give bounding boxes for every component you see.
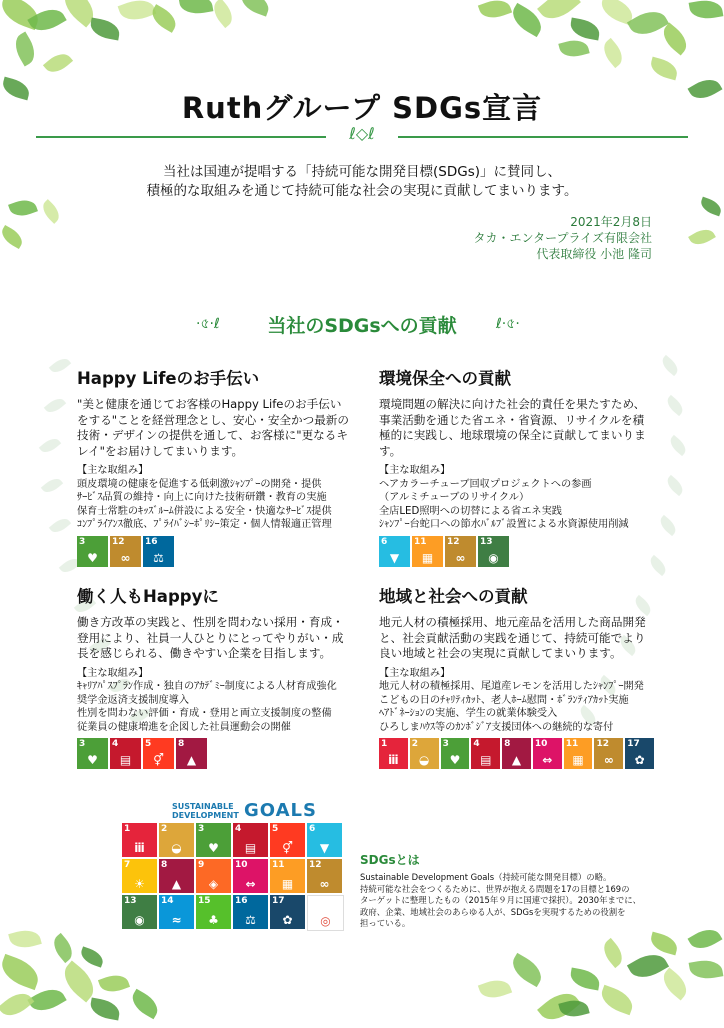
leaf-icon bbox=[689, 0, 724, 22]
sdg-goal-number: 17 bbox=[272, 896, 285, 906]
block-body: 地元人材の積極採用、地元産品を活用した商品開発と、社会貢献活動の実践を通じて、持続可能でより良い地域と社会の実現に貢献してまいります。 bbox=[379, 615, 646, 661]
wreath-leaf-icon bbox=[39, 435, 61, 456]
list-item: こどもの日のﾁｬﾘﾃｨｶｯﾄ、老人ﾎｰﾑ慰問・ﾎﾞﾗﾝﾃｨｱｶｯﾄ実施 bbox=[379, 694, 629, 706]
sdg-goal-number: 12 bbox=[112, 536, 125, 547]
block-body: "美と健康を通じてお客様のHappy Lifeのお手伝いをする"ことを経営理念とし、安心・安全かつ最新の技術・デザインの提供を通して、お客様に"更なるキレイ"をお届けしてまいります。 bbox=[77, 397, 349, 458]
sdg-goal-glyph: ▲ bbox=[171, 877, 182, 891]
leaf-icon bbox=[78, 946, 105, 967]
block-body: 働き方改革の実践と、性別を問わない採用・育成・登用により、社員一人ひとりにとってやりがい・成長を感じられる、働きやすい企業を目指します。 bbox=[77, 615, 344, 661]
leaf-icon bbox=[49, 933, 78, 963]
leaf-icon bbox=[39, 199, 64, 224]
sdg-goal-glyph: ✿ bbox=[282, 913, 293, 927]
divider-right bbox=[398, 136, 688, 138]
sdg-goal-number: 2 bbox=[411, 739, 419, 750]
list-item: 頭皮環境の健康を促進する低刺激ｼｬﾝﾌﾟｰの開発・提供 bbox=[77, 478, 322, 490]
heading-ornament-left: ·৫·ℓ bbox=[196, 316, 220, 332]
leaf-icon bbox=[179, 0, 214, 17]
sdg-goal-2-icon bbox=[159, 823, 194, 857]
sdg-goal-glyph: ▤ bbox=[480, 753, 492, 768]
sdg-goal-glyph: ♥ bbox=[87, 550, 98, 565]
sdg-goal-glyph: ▤ bbox=[119, 753, 132, 768]
sdg-logo bbox=[172, 800, 317, 821]
leaf-icon bbox=[89, 18, 122, 41]
sdg-goal-number: 12 bbox=[596, 739, 609, 750]
sdg-goal-glyph: ▲ bbox=[511, 753, 522, 768]
sdg-goal-number: 4 bbox=[473, 739, 480, 750]
block-label: 【主な取組み】 bbox=[379, 465, 451, 477]
list-item: ｻｰﾋﾞｽ品質の維持・向上に向けた技術研鑽・教育の実施 bbox=[77, 492, 327, 504]
leaf-icon bbox=[10, 32, 41, 67]
block-label: 【主な取組み】 bbox=[77, 465, 149, 477]
sdg-goal-number: 3 bbox=[198, 824, 205, 834]
sdg-goal-number: 11 bbox=[272, 860, 285, 870]
sdg-goal-number: 15 bbox=[198, 896, 211, 906]
leaf-icon bbox=[478, 975, 512, 1002]
sdg-goal-number: 3 bbox=[79, 739, 86, 750]
list-item: 性別を問わない評価・育成・登用と両立支援制度の整備 bbox=[77, 708, 332, 720]
leaf-icon bbox=[658, 967, 693, 1000]
sdg-goal-12-icon bbox=[110, 536, 141, 567]
sdg-about-line: 担っている。 bbox=[360, 918, 411, 928]
sdg-icons bbox=[77, 738, 352, 769]
sdg-goal-7-icon bbox=[122, 859, 157, 893]
sdg-goal-12-icon bbox=[307, 859, 342, 893]
sdg-goal-3-icon bbox=[441, 738, 470, 769]
sdg-logo-goals: GOALS bbox=[244, 800, 317, 821]
sdg-goal-glyph: ⚖ bbox=[153, 550, 164, 565]
sdg-goal-number: 4 bbox=[112, 739, 119, 750]
sdg-goal-11-icon bbox=[270, 859, 305, 893]
block-label: 【主な取組み】 bbox=[77, 667, 149, 679]
leaf-icon bbox=[648, 932, 679, 956]
sdg-goal-glyph: ♣ bbox=[208, 913, 219, 927]
leaf-icon bbox=[569, 18, 602, 41]
sdg-icons bbox=[379, 536, 654, 567]
leaf-icon bbox=[89, 998, 122, 1021]
sdg-goal-15-icon bbox=[196, 895, 231, 929]
sdg-goal-number: 17 bbox=[627, 739, 640, 750]
sdg-goal-3-icon bbox=[77, 738, 108, 769]
sdg-goal-5-icon bbox=[143, 738, 174, 769]
sdg-goal-glyph: ◎ bbox=[320, 914, 331, 928]
sdg-about-line: ターゲットに整理したもの（2015年９月に国連で採択）。2030年までに、 bbox=[360, 895, 641, 905]
sdg-goal-6-icon bbox=[307, 823, 342, 857]
leaf-icon bbox=[598, 985, 637, 1015]
leaf-icon bbox=[0, 987, 34, 1022]
sdg-goal-glyph: ⅲ bbox=[134, 841, 145, 855]
sdg-goal-number: 4 bbox=[235, 824, 242, 834]
leaf-icon bbox=[688, 924, 723, 955]
leaf-icon bbox=[0, 225, 26, 249]
sdg-goal-number: 16 bbox=[235, 896, 248, 906]
sdg-goal-number: 14 bbox=[161, 896, 174, 906]
sdg-goal-glyph: ≈ bbox=[171, 913, 182, 927]
sdg-goal-glyph: ◈ bbox=[208, 877, 219, 891]
sdg-goal-number: 1 bbox=[124, 824, 131, 834]
sdg-goal-glyph: ▦ bbox=[421, 550, 434, 565]
sdg-goal-glyph: ♥ bbox=[208, 841, 219, 855]
sdg-icons bbox=[77, 536, 352, 567]
leaf-icon bbox=[148, 4, 181, 33]
sdg-about-heading: SDGsとは bbox=[360, 853, 420, 867]
sdg-goal-number: 13 bbox=[480, 536, 493, 547]
sdg-goal-4-icon bbox=[471, 738, 500, 769]
leaf-icon bbox=[658, 22, 693, 55]
sdg-logo-line1: SUSTAINABLE bbox=[172, 802, 234, 811]
contribution-community bbox=[379, 583, 654, 769]
sdg-goal-glyph: ⚥ bbox=[153, 753, 164, 768]
wreath-leaf-icon bbox=[664, 475, 686, 496]
list-item: （アルミチューブのリサイクル） bbox=[379, 492, 530, 504]
sdg-goal-number: 3 bbox=[442, 739, 449, 750]
page-title: Ruthグループ SDGs宣言 bbox=[181, 91, 543, 125]
wreath-leaf-icon bbox=[49, 355, 71, 376]
sdg-about-line: Sustainable Development Goals（持続可能な開発目標）の略。 bbox=[360, 872, 612, 882]
signature-representative: 代表取締役 小池 隆司 bbox=[536, 247, 652, 261]
leaf-icon bbox=[43, 49, 73, 78]
sdg-goal-16-icon bbox=[233, 895, 268, 929]
sdg-goal-wheel-icon bbox=[307, 895, 344, 931]
block-items bbox=[77, 680, 352, 734]
list-item: 地元人材の積極採用、尾道産レモンを活用したｼｬﾝﾌﾟｰ開発 bbox=[379, 681, 644, 693]
divider-ornament: ℓ◇ℓ bbox=[349, 124, 375, 143]
sdg-goal-12-icon bbox=[594, 738, 623, 769]
sdg-goal-glyph: ∞ bbox=[603, 753, 614, 768]
sdg-about bbox=[360, 851, 660, 930]
leaf-icon bbox=[558, 37, 589, 61]
sdg-goal-number: 6 bbox=[309, 824, 316, 834]
contribution-workers bbox=[77, 583, 352, 769]
leaf-icon bbox=[8, 926, 42, 951]
sdg-about-line: 政府、企業、地域社会のあらゆる人が、SDGsを実現するための役割を bbox=[360, 906, 626, 917]
sdg-goal-grid bbox=[122, 823, 344, 931]
leaf-icon bbox=[118, 0, 157, 25]
list-item: 奨学金返済支援制度導入 bbox=[77, 694, 190, 706]
leaf-icon bbox=[0, 954, 43, 990]
leaf-icon bbox=[648, 57, 679, 81]
block-title: Happy Lifeのお手伝い bbox=[77, 369, 260, 388]
intro-line: 当社は国連が提唱する「持続可能な開発目標(SDGs)」に賛同し、 bbox=[163, 164, 561, 180]
sdg-goal-glyph: ▼ bbox=[389, 550, 400, 565]
sdg-goal-number: 7 bbox=[124, 860, 131, 870]
list-item: ｷｬﾘｱﾊﾟｽﾌﾟﾗﾝ作成・独自のｱｶﾃﾞﾐｰ制度による人材育成強化 bbox=[77, 681, 337, 693]
sdg-logo-line2: DEVELOPMENT bbox=[172, 811, 239, 820]
sdg-goal-3-icon bbox=[77, 536, 108, 567]
wreath-leaf-icon bbox=[41, 475, 63, 496]
sdg-goal-number: 13 bbox=[124, 896, 137, 906]
sdg-goal-number: 12 bbox=[309, 860, 322, 870]
sdg-goal-9-icon bbox=[196, 859, 231, 893]
sdg-goal-number: 2 bbox=[161, 824, 168, 834]
sdg-goal-glyph: ⚥ bbox=[282, 841, 293, 855]
sdg-goal-glyph: ∞ bbox=[319, 877, 330, 891]
sdg-goal-number: 8 bbox=[504, 739, 511, 750]
signature-date: 2021年2月8日 bbox=[570, 215, 652, 229]
sdg-goal-glyph: ◒ bbox=[171, 841, 182, 855]
leaf-icon bbox=[688, 225, 716, 249]
sdg-goal-10-icon bbox=[233, 859, 268, 893]
sdg-goal-glyph: ▼ bbox=[319, 841, 330, 855]
list-item: ヘアカラーチューブ回収プロジェクトへの参画 bbox=[379, 478, 592, 490]
sdg-goal-glyph: ⇔ bbox=[542, 753, 553, 768]
wreath-leaf-icon bbox=[44, 395, 66, 416]
leaf-icon bbox=[569, 968, 602, 991]
list-item: ﾍｱﾄﾞﾈｰｼｮﾝの実施、学生の就業体験受入 bbox=[379, 708, 558, 720]
sdg-goal-glyph: ▲ bbox=[186, 753, 197, 768]
list-item: 保育士常駐のｷｯｽﾞﾙｰﾑ併設による安全・快適なｻｰﾋﾞｽ提供 bbox=[77, 505, 332, 517]
sdg-goal-glyph: ▦ bbox=[572, 753, 584, 768]
sdg-goal-glyph: ♥ bbox=[87, 753, 98, 768]
sdg-goal-glyph: ◉ bbox=[134, 913, 145, 927]
sdg-goal-1-icon bbox=[122, 823, 157, 857]
sdg-goal-6-icon bbox=[379, 536, 410, 567]
block-title: 地域と社会への貢献 bbox=[379, 587, 528, 606]
sdg-goal-glyph: ▤ bbox=[244, 841, 257, 855]
leaf-icon bbox=[98, 971, 130, 997]
sdg-goal-glyph: ∞ bbox=[120, 550, 131, 565]
intro-line: 積極的な取組みを通じて持続可能な社会の実現に貢献してまいります。 bbox=[146, 183, 578, 199]
leaf-icon bbox=[599, 38, 628, 68]
sdg-goal-glyph: ⚖ bbox=[245, 913, 256, 927]
list-item: ひろしまﾊｳｽ等のｶﾝﾎﾞｼﾞｱ支援団体への継続的な寄付 bbox=[379, 721, 614, 733]
section-heading: 当社のSDGsへの貢献 bbox=[267, 315, 457, 337]
leaf-icon bbox=[599, 938, 628, 968]
leaf-icon bbox=[478, 0, 512, 23]
sdg-goal-10-icon bbox=[533, 738, 562, 769]
sdg-goal-14-icon bbox=[159, 895, 194, 929]
sdg-goal-number: 11 bbox=[414, 536, 427, 547]
sdg-goal-number: 5 bbox=[145, 739, 152, 750]
sdg-goal-4-icon bbox=[110, 738, 141, 769]
block-items bbox=[379, 680, 654, 734]
sdg-goal-2-icon bbox=[410, 738, 439, 769]
sdg-goal-number: 5 bbox=[272, 824, 279, 834]
block-label: 【主な取組み】 bbox=[379, 667, 451, 679]
sdg-goal-13-icon bbox=[122, 895, 157, 929]
sdg-goal-glyph: ⇔ bbox=[245, 877, 256, 891]
sdg-goal-11-icon bbox=[412, 536, 443, 567]
sdg-goal-glyph: ▦ bbox=[281, 877, 294, 891]
leaf-icon bbox=[128, 989, 163, 1020]
sdg-about-text bbox=[360, 872, 660, 930]
sdg-goal-17-icon bbox=[270, 895, 305, 929]
block-body: 環境問題の解決に向けた社会的責任を果たすため、事業活動を通じた省エネ・省資源、リサイクルを積極的に実践し、地球環境の保全に貢献してまいります。 bbox=[379, 397, 646, 458]
wreath-leaf-icon bbox=[657, 515, 679, 536]
divider-left bbox=[36, 136, 326, 138]
sdg-goal-number: 11 bbox=[565, 739, 579, 750]
sdg-goal-5-icon bbox=[270, 823, 305, 857]
sdg-goal-glyph: ☀ bbox=[134, 877, 145, 891]
sdg-goal-number: 10 bbox=[235, 860, 248, 870]
block-items bbox=[379, 478, 654, 532]
signature-company: タカ・エンタープライズ有限会社 bbox=[473, 231, 652, 245]
wreath-leaf-icon bbox=[664, 395, 686, 416]
sdg-goal-number: 9 bbox=[198, 860, 205, 870]
block-title: 働く人もHappyに bbox=[77, 587, 219, 606]
sdg-goal-8-icon bbox=[159, 859, 194, 893]
sdg-goal-12-icon bbox=[445, 536, 476, 567]
sdg-goal-glyph: ◉ bbox=[488, 550, 499, 565]
sdg-goal-number: 16 bbox=[145, 536, 158, 547]
sdg-goal-number: 1 bbox=[381, 739, 388, 750]
sdg-about-line: 持続可能な社会をつくるために、世界が抱える問題を17の目標と169の bbox=[360, 883, 630, 894]
leaf-icon bbox=[627, 4, 669, 41]
intro-text bbox=[0, 163, 724, 201]
sdg-goal-8-icon bbox=[502, 738, 531, 769]
sdg-goal-8-icon bbox=[176, 738, 207, 769]
sdg-goal-number: 8 bbox=[178, 739, 185, 750]
sdg-goal-number: 12 bbox=[447, 536, 460, 547]
sdg-goal-glyph: ♥ bbox=[449, 753, 461, 768]
leaf-icon bbox=[209, 0, 238, 28]
contribution-happy-life bbox=[77, 365, 352, 567]
list-item: 全店LED照明への切替による省エネ実践 bbox=[379, 505, 562, 517]
sdg-goal-number: 8 bbox=[161, 860, 168, 870]
sdg-icons bbox=[379, 738, 654, 769]
list-item: ｼｬﾝﾌﾟｰ台蛇口への節水ﾊﾞﾙﾌﾞ設置による水資源使用削減 bbox=[379, 519, 629, 531]
list-item: 従業員の健康増進を企図した社員運動会の開催 bbox=[77, 721, 291, 733]
sdg-goal-4-icon bbox=[233, 823, 268, 857]
wreath-leaf-icon bbox=[667, 435, 689, 456]
sdg-goal-16-icon bbox=[143, 536, 174, 567]
leaf-icon bbox=[689, 957, 724, 981]
leaf-icon bbox=[238, 0, 272, 17]
sdg-goal-number: 6 bbox=[381, 536, 388, 547]
sdg-goal-number: 10 bbox=[534, 739, 548, 750]
sdg-goal-3-icon bbox=[196, 823, 231, 857]
contribution-environment bbox=[379, 365, 654, 567]
leaf-icon bbox=[507, 953, 546, 987]
wreath-leaf-icon bbox=[659, 355, 681, 376]
sdg-goal-glyph: ✿ bbox=[634, 753, 645, 768]
wreath-leaf-icon bbox=[49, 515, 71, 536]
sdg-goal-1-icon bbox=[379, 738, 408, 769]
sdg-goal-17-icon bbox=[625, 738, 654, 769]
sdg-goal-11-icon bbox=[564, 738, 593, 769]
sdg-goal-glyph: ∞ bbox=[455, 550, 466, 565]
list-item: ｺﾝﾌﾟﾗｲｱﾝｽ徹底、ﾌﾟﾗｲﾊﾞｼｰﾎﾟﾘｼｰ策定・個人情報適正管理 bbox=[77, 519, 332, 531]
sdg-goal-number: 3 bbox=[79, 536, 86, 547]
heading-ornament-right: ℓ·৫· bbox=[496, 316, 520, 332]
block-items bbox=[77, 478, 352, 532]
block-title: 環境保全への貢献 bbox=[379, 369, 511, 388]
sdg-goal-13-icon bbox=[478, 536, 509, 567]
sdg-goal-glyph: ⅲ bbox=[388, 753, 399, 768]
sdg-goal-glyph: ◒ bbox=[418, 753, 430, 768]
